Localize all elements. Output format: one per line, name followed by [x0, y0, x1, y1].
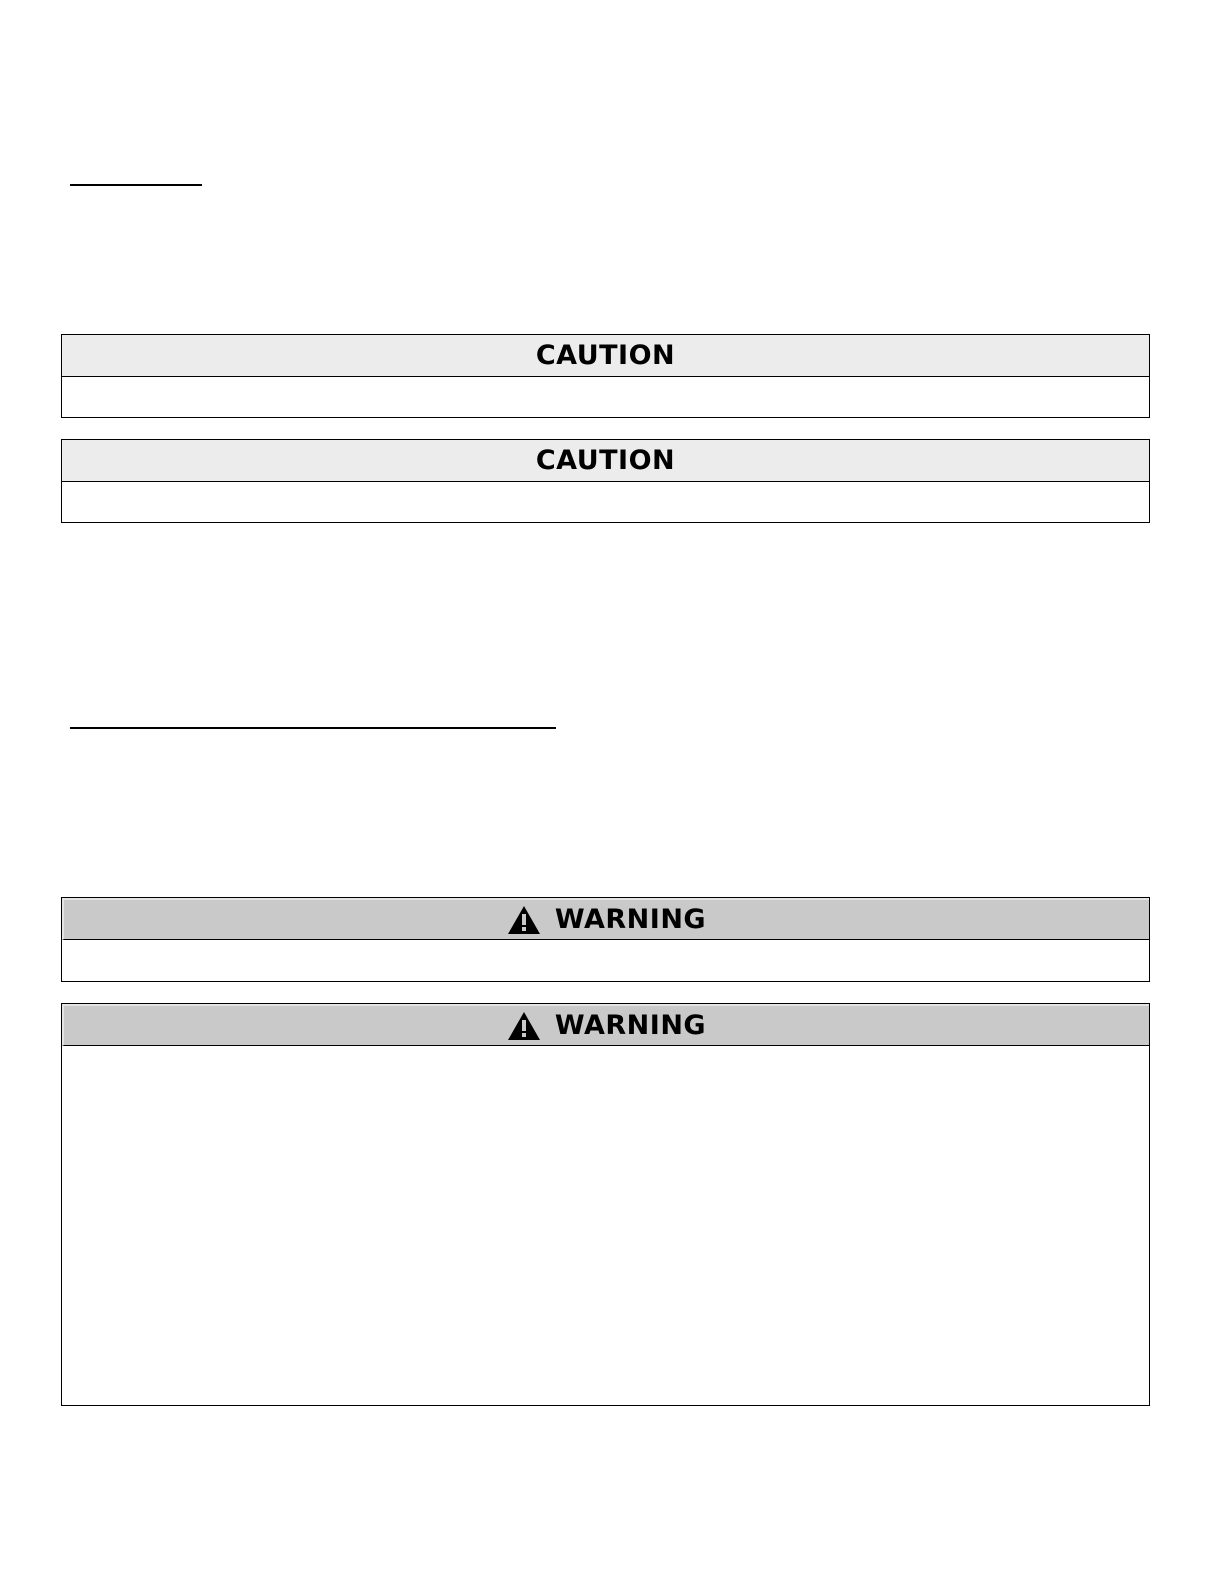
section-heading-underline-2: [70, 727, 556, 729]
caution-notice-body: [62, 482, 1149, 522]
warning-notice-body: [62, 940, 1149, 981]
warning-triangle-icon: [507, 905, 541, 935]
caution-notice-2: [61, 439, 1150, 523]
caution-notice-header: [62, 335, 1149, 377]
section-heading-underline-1: [70, 184, 202, 186]
caution-notice-header: [62, 440, 1149, 482]
caution-title: CAUTION: [535, 340, 676, 371]
warning-notice-header: [62, 1004, 1149, 1046]
warning-triangle-icon: [507, 1011, 541, 1041]
warning-notice-1: [61, 897, 1150, 982]
caution-title: CAUTION: [535, 445, 676, 476]
warning-notice-2: [61, 1003, 1150, 1406]
warning-notice-header: [62, 898, 1149, 940]
warning-title: WARNING: [554, 904, 707, 935]
warning-title: WARNING: [554, 1010, 707, 1041]
caution-notice-1: [61, 334, 1150, 418]
warning-notice-body: [62, 1046, 1149, 1405]
caution-notice-body: [62, 377, 1149, 417]
